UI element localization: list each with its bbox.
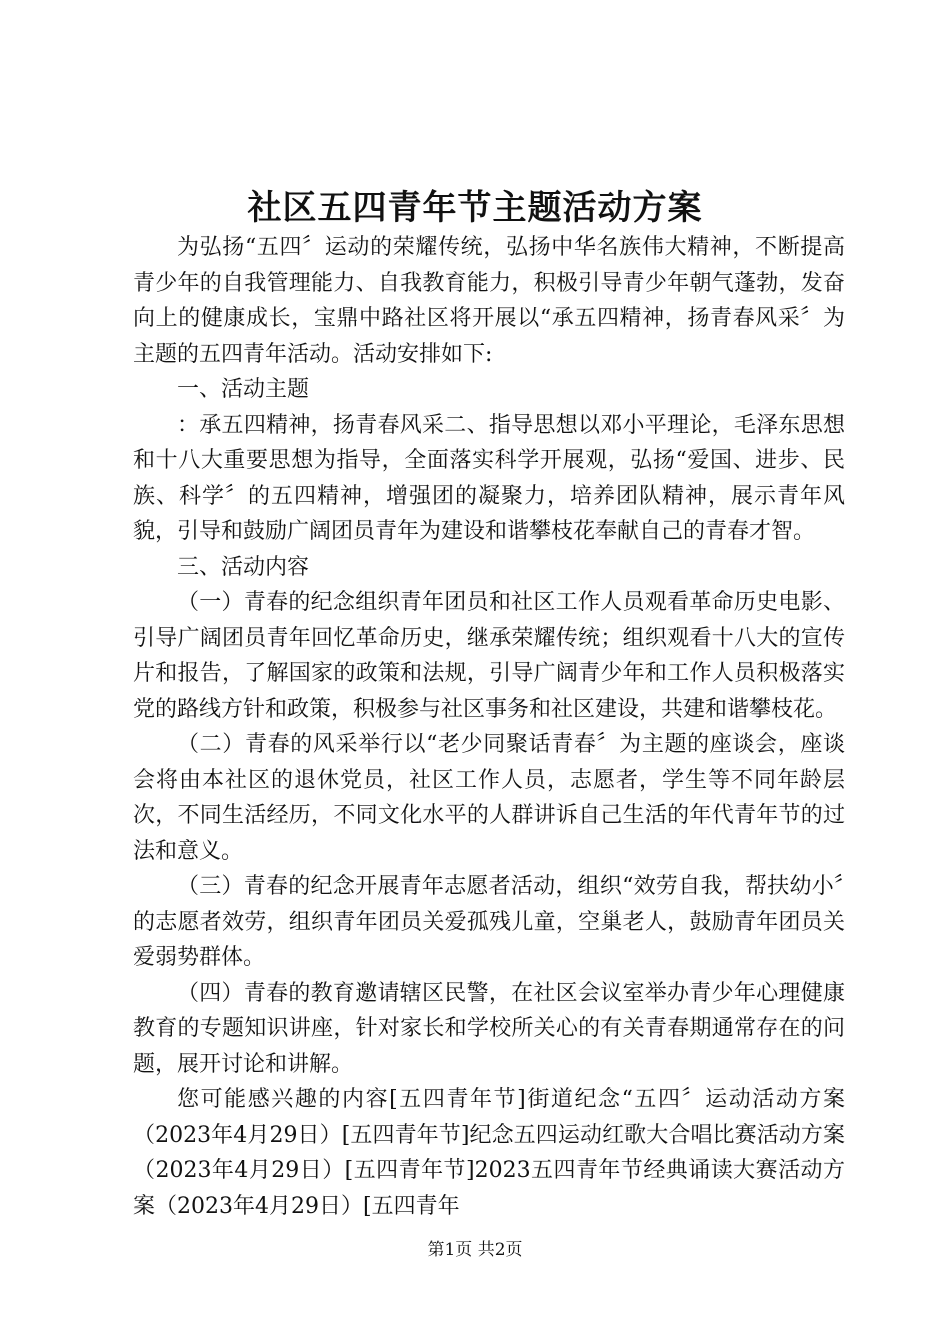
document-title: 社区五四青年节主题活动方案: [247, 188, 703, 228]
document-body: [133, 230, 845, 1224]
content-item-2: （二）青春的风采举行以“老少同聚话青春〞为主题的座谈会，座谈会将由本社区的退休党员，社区工作人员，志愿者，学生等不同年龄层次，不同生活经历，不同文化水平的人群讲诉自己生活的年代青年节的过法和意义。: [133, 732, 845, 864]
section-heading-activity-content: 三、活动内容: [177, 554, 310, 580]
content-item-4: （四）青春的教育邀请辖区民警，在社区会议室举办青少年心理健康教育的专题知识讲座，针对家长和学校所关心的有关青春期通常存在的问题，展开讨论和讲解。: [133, 980, 845, 1077]
related-content-paragraph: 您可能感兴趣的内容[五四青年节]街道纪念“五四〞运动活动方案（2023年4月29日）[五四青年节]纪念五四运动红歌大合唱比赛活动方案（2023年4月29日）[五四青年节]2023五四青年节经典诵读大赛活动方案（2023年4月29日）[五四青年: [133, 1087, 845, 1219]
content-item-3: （三）青春的纪念开展青年志愿者活动，组织“效劳自我，帮扶幼小〞的志愿者效劳，组织青年团员关爱孤残儿童，空巢老人，鼓励青年团员关爱弱势群体。: [133, 874, 845, 970]
intro-paragraph: 为弘扬“五四〞运动的荣耀传统，弘扬中华名族伟大精神，不断提高青少年的自我管理能力、自我教育能力，积极引导青少年朝气蓬勃，发奋向上的健康成长，宝鼎中路社区将开展以“承五四精神，扬青春风采〞为主题的五四青年活动。活动安排如下:: [133, 235, 845, 367]
section-heading-activity-theme: 一、活动主题: [177, 377, 310, 402]
section-body-theme-and-guidance: ：承五四精神，扬青春风采二、指导思想以邓小平理论，毛泽东思想和十八大重要思想为指导，全面落实科学开展观，弘扬“爱国、进步、民族、科学〞的五四精神，增强团的凝聚力，培养团队精神，展示青年风貌，引导和鼓励广阔团员青年为建设和谐攀枝花奉献自己的青春才智。: [133, 412, 845, 544]
content-item-1: （一）青春的纪念组织青年团员和社区工作人员观看革命历史电影、引导广阔团员青年回忆革命历史，继承荣耀传统；组织观看十八大的宣传片和报告，了解国家的政策和法规，引导广阔青少年和工作人员积极落实党的路线方针和政策，积极参与社区事务和社区建设，共建和谐攀枝花。: [133, 590, 845, 722]
page-number-footer: 第1页 共2页: [427, 1240, 523, 1260]
